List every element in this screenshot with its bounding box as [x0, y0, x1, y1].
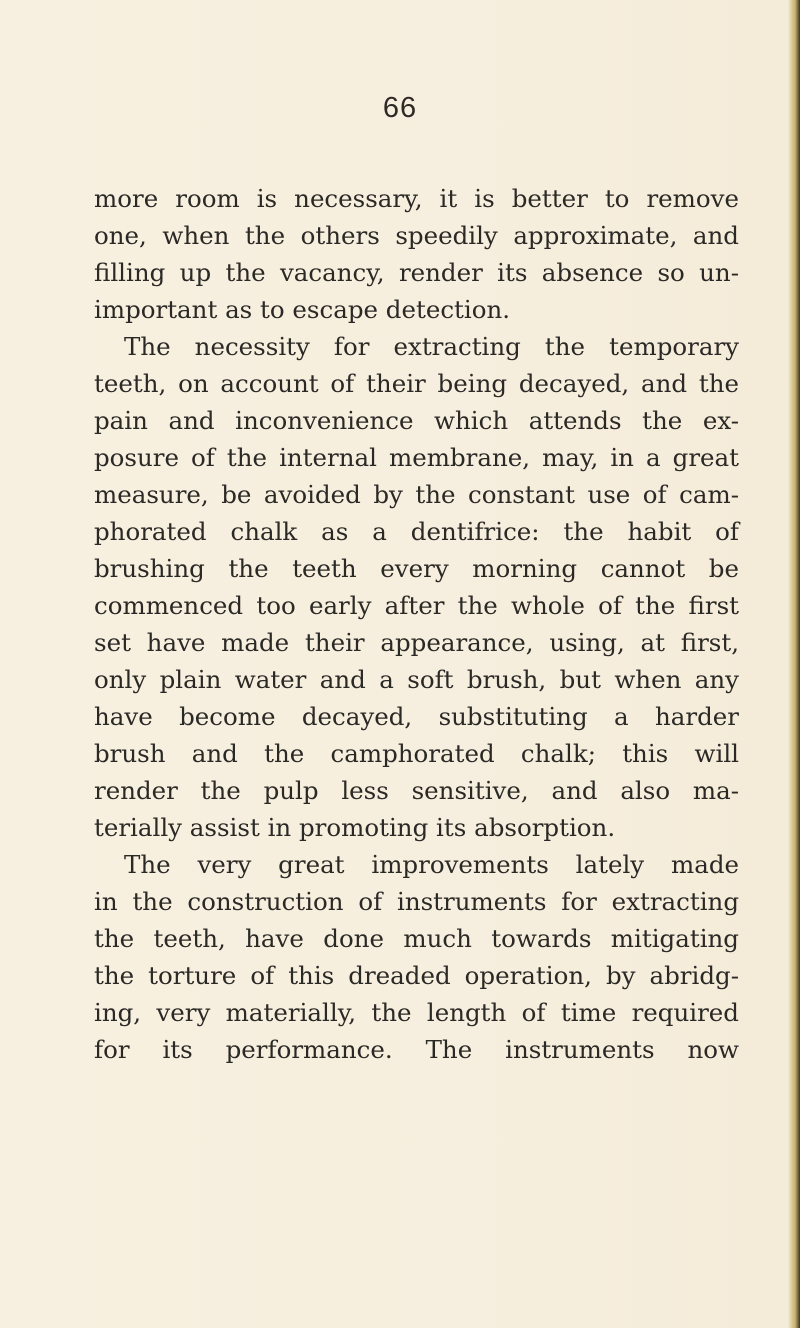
text-line: pain and inconvenience which attends the ex-: [94, 406, 739, 435]
page-edge: [788, 0, 800, 1328]
text-line: The very great improvements lately made: [124, 850, 739, 879]
body-text: [94, 180, 739, 1068]
text-line: phorated chalk as a dentifrice: the habit of: [94, 517, 739, 546]
text-line: measure, be avoided by the constant use of cam-: [94, 480, 739, 509]
text-line: filling up the vacancy, render its absence so un-: [94, 258, 739, 287]
text-line: the torture of this dreaded operation, by abridg-: [94, 961, 739, 990]
text-line: more room is necessary, it is better to remove: [94, 184, 739, 213]
text-line: teeth, on account of their being decayed, and the: [94, 369, 739, 398]
text-line: the teeth, have done much towards mitigating: [94, 924, 739, 953]
text-line: for its performance. The instruments now: [94, 1035, 739, 1064]
text-line: set have made their appearance, using, at first,: [94, 628, 739, 657]
text-line: The necessity for extracting the temporary: [124, 332, 739, 361]
text-line: brush and the camphorated chalk; this will: [94, 739, 739, 768]
text-line: render the pulp less sensitive, and also ma-: [94, 776, 739, 805]
text-line: commenced too early after the whole of the first: [94, 591, 739, 620]
text-line: have become decayed, substituting a harder: [94, 702, 739, 731]
text-line: ing, very materially, the length of time required: [94, 998, 739, 1027]
text-line: only plain water and a soft brush, but when any: [94, 665, 739, 694]
page-number: 66: [382, 92, 418, 124]
text-line: terially assist in promoting its absorption.: [94, 813, 616, 842]
text-line: posure of the internal membrane, may, in a great: [94, 443, 739, 472]
text-line: brushing the teeth every morning cannot be: [94, 554, 739, 583]
text-line: important as to escape detection.: [94, 295, 511, 324]
text-line: one, when the others speedily approximate, and: [94, 221, 739, 250]
text-line: in the construction of instruments for extracting: [94, 887, 739, 916]
